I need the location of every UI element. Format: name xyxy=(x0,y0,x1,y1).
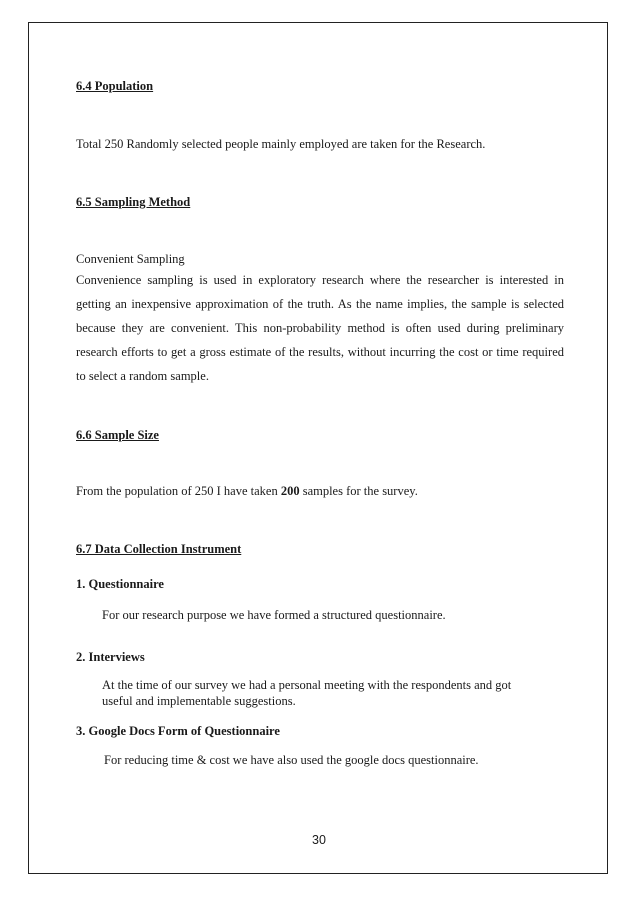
page-number: 30 xyxy=(312,833,326,847)
instrument-text-questionnaire: For our research purpose we have formed a structured questionnaire. xyxy=(102,608,446,622)
section-heading-population: 6.4 Population xyxy=(76,79,154,93)
section-heading-sampling-method: 6.5 Sampling Method xyxy=(76,195,191,209)
population-text: Total 250 Randomly selected people mainly employed are taken for the Research. xyxy=(76,137,486,151)
section-heading-data-collection: 6.7 Data Collection Instrument xyxy=(76,542,242,556)
instrument-title-google-docs: 3. Google Docs Form of Questionnaire xyxy=(76,724,280,738)
sampling-paragraph: Convenience sampling is used in exploratory research where the researcher is interested in getting an inexpensive approximation of the truth. As the name implies, the sample is selected because they are convenient. This non-probability method is often used during preliminary research efforts to get a gross estimate of the results, without incurring the cost or time required to select a random sample. xyxy=(76,273,564,383)
instrument-title-interviews: 2. Interviews xyxy=(76,650,145,664)
section-heading-sample-size: 6.6 Sample Size xyxy=(76,428,159,442)
sample-size-text-after: samples for the survey. xyxy=(299,484,418,498)
instrument-title-questionnaire: 1. Questionnaire xyxy=(76,577,164,591)
instrument-text-interviews: At the time of our survey we had a personal meeting with the respondents and got useful and implementable suggestions. xyxy=(102,678,512,708)
sampling-subtitle: Convenient Sampling xyxy=(76,252,185,266)
sample-size-text-before: From the population of 250 I have taken xyxy=(76,484,281,498)
sample-size-count: 200 xyxy=(280,484,300,498)
sample-size-text xyxy=(76,483,564,499)
instrument-text-google-docs: For reducing time & cost we have also used the google docs questionnaire. xyxy=(104,753,479,767)
